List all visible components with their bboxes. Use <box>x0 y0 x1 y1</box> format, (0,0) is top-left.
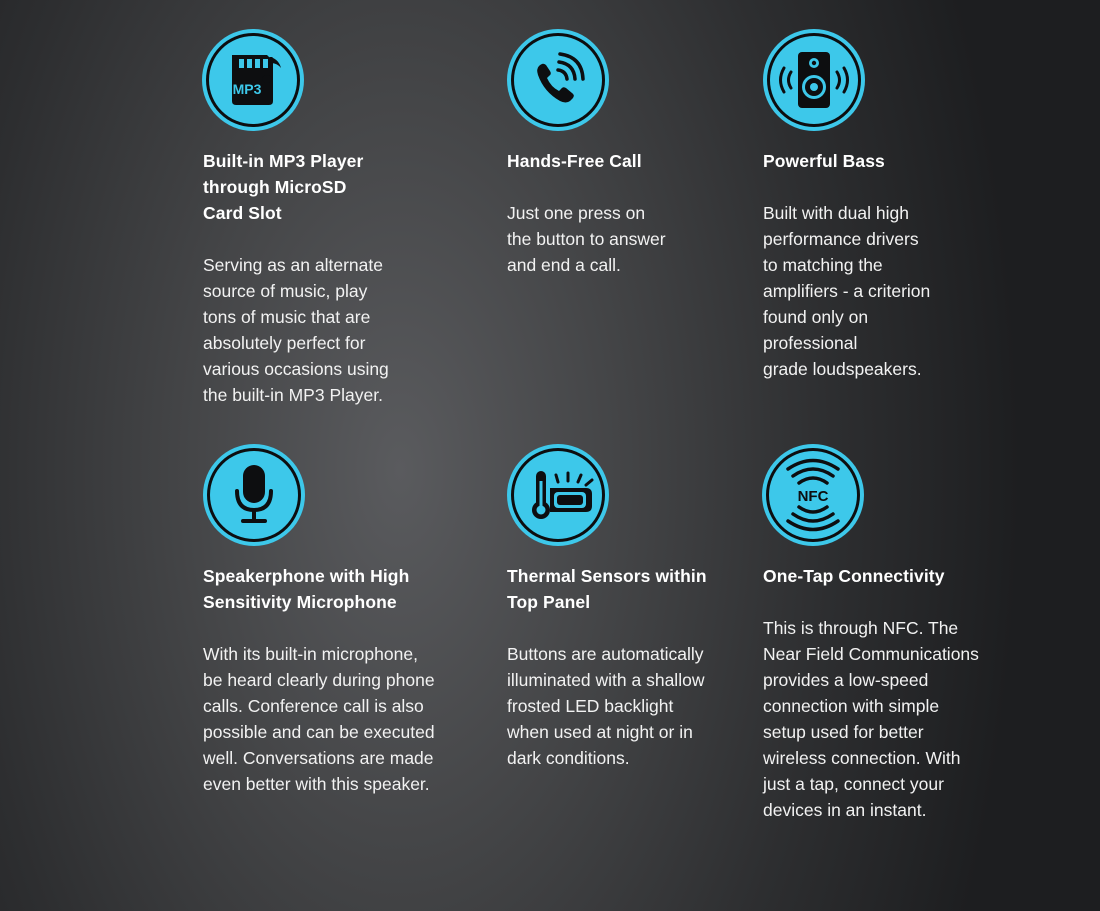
feature-description: This is through NFC. The Near Field Communications provides a low-speed connection with simple setup used for better wireless connection. With just a tap, connect your devices in an instant. <box>763 618 979 820</box>
thermometer-backlight-icon <box>506 443 610 547</box>
speaker-bass-icon <box>762 28 866 132</box>
feature-description: Serving as an alternate source of music, play tons of music that are absolutely perfect for various occasions using the built-in MP3 Player. <box>203 255 389 405</box>
feature-title: Powerful Bass <box>763 151 885 171</box>
feature-title: Thermal Sensors within Top Panel <box>507 566 707 612</box>
mp3-sd-card-icon <box>201 28 305 132</box>
nfc-icon-label: NFC <box>797 488 829 505</box>
phone-call-icon <box>506 28 610 132</box>
feature-description: With its built-in microphone, be heard clearly during phone calls. Conference call is also possible and can be executed well. Conversations are made even better with this speaker. <box>203 644 435 794</box>
feature-title: Hands-Free Call <box>507 151 642 171</box>
mp3-icon-label: MP3 <box>232 81 262 97</box>
feature-title: Built-in MP3 Player through MicroSD Card Slot <box>203 151 364 223</box>
feature-description: Buttons are automatically illuminated with a shallow frosted LED backlight when used at night or in dark conditions. <box>507 644 705 768</box>
nfc-icon <box>761 443 865 547</box>
microphone-icon <box>202 443 306 547</box>
feature-title: Speakerphone with High Sensitivity Microphone <box>203 566 410 612</box>
feature-title: One-Tap Connectivity <box>763 566 945 586</box>
feature-description: Built with dual high performance drivers to matching the amplifiers - a criterion found only on professional grade loudspeakers. <box>763 203 931 379</box>
feature-description: Just one press on the button to answer and end a call. <box>507 203 666 275</box>
